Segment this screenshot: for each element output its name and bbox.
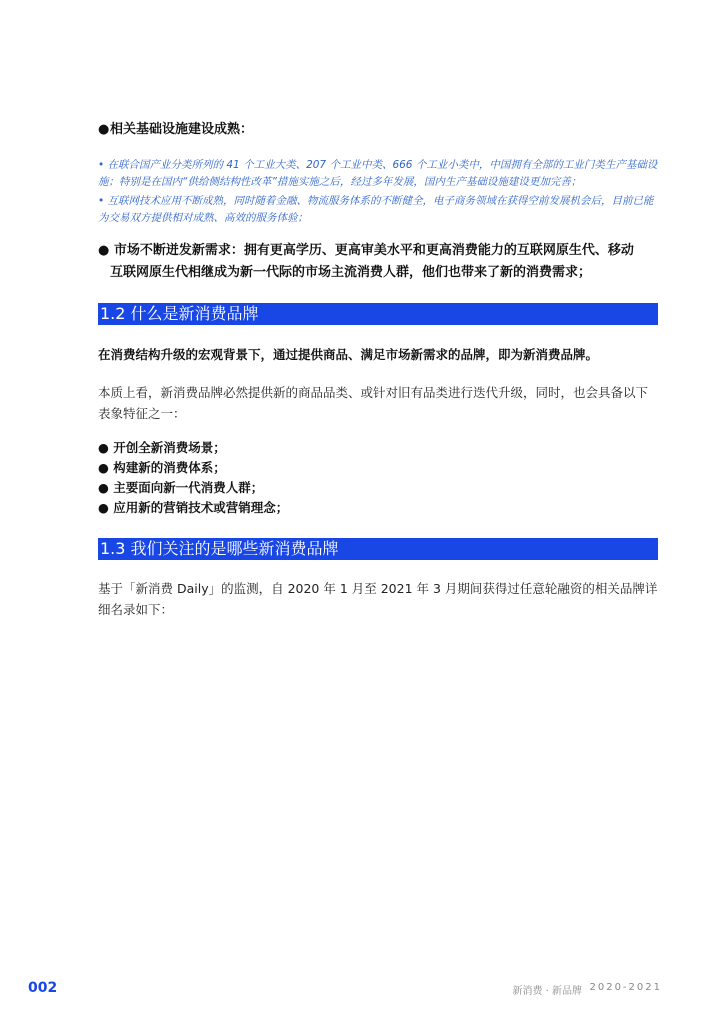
list-item: ● 构建新的消费体系； xyxy=(98,460,226,475)
brand-characteristics-intro: 本质上看，新消费品牌必然提供新的商品品类、或针对旧有品类进行迭代升级，同时，也会具备以下表象特征之一： xyxy=(98,385,649,421)
brand-list-intro: 基于「新消费 Daily」的监测，自 2020 年 1 月至 2021 年 3 月期间获得过任意轮融资的相关品牌详细名录如下： xyxy=(98,581,658,617)
list-item: ● 主要面向新一代消费人群； xyxy=(98,480,264,495)
list-item: ● 开创全新消费场景； xyxy=(98,440,226,455)
bullet-dot: ● xyxy=(98,122,110,137)
section-title-1-2: 1.2 什么是新消费品牌 xyxy=(98,303,658,325)
brand-feature-list xyxy=(98,438,658,518)
infrastructure-note-1: • 在联合国产业分类所列的 41 个工业大类、207 个工业中类、666 个工业小类中，中国拥有全部的工业门类生产基础设施；特别是在国内“供给侧结构性改革”措施实施之后，经过多年发展，国内生产基础设施建设更加完善； xyxy=(98,159,658,188)
list-item: ● 应用新的营销技术或营销理念； xyxy=(98,500,289,515)
infrastructure-heading: ●相关基础设施建设成熟： xyxy=(98,120,658,140)
market-line-2: 互联网原生代相继成为新一代际的市场主流消费人群，他们也带来了新的消费需求； xyxy=(110,265,592,280)
footer-year: 2020-2021 xyxy=(589,982,662,993)
market-line-1: 市场不断迸发新需求：拥有更高学历、更高审美水平和更高消费能力的互联网原生代、移动 xyxy=(113,243,634,258)
infrastructure-note-2: • 互联网技术应用不断成熟，同时随着金融、物流服务体系的不断健全，电子商务领域在获得空前发展机会后，目前已能为交易双方提供相对成熟、高效的服务体验； xyxy=(98,195,654,224)
bullet-dot: ● xyxy=(98,243,110,258)
market-demand-paragraph xyxy=(98,240,660,284)
page-number: 002 xyxy=(28,980,58,996)
new-consumer-brand-definition: 在消费结构升级的宏观背景下，通过提供商品、满足市场新需求的品牌，即为新消费品牌。 xyxy=(98,347,599,362)
section-title-1-3: 1.3 我们关注的是哪些新消费品牌 xyxy=(98,538,658,560)
footer-brand: 新消费 · 新品牌 xyxy=(512,986,582,997)
